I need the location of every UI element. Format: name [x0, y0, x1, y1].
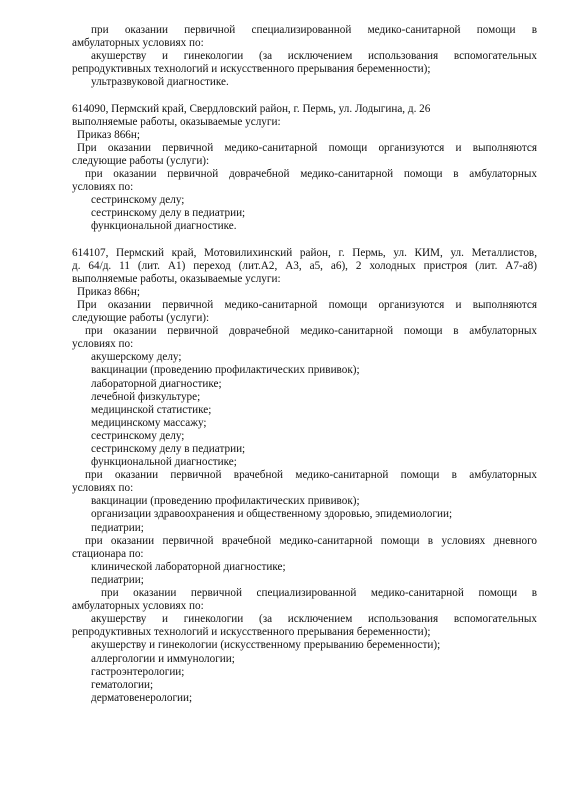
- text-line: акушерству и гинекологии (искусственному прерыванию беременности);: [91, 639, 441, 652]
- text-line: условиях по:: [72, 181, 134, 194]
- text-line: Приказ 866н;: [77, 128, 140, 141]
- text-line: 614090, Пермский край, Свердловский район, г. Пермь, ул. Лодыгина, д. 26: [72, 102, 431, 115]
- text-line: Приказ 866н;: [77, 285, 140, 298]
- text-line: амбулаторных условиях по:: [72, 600, 204, 613]
- text-line: выполняемые работы, оказываемые услуги:: [72, 115, 281, 128]
- text-line: ультразвуковой диагностике.: [91, 76, 229, 89]
- blank-line: [72, 234, 537, 247]
- text-line: организации здравоохранения и общественному здоровью, эпидемиологии;: [91, 508, 453, 521]
- text-line: При оказании первичной медико-санитарной помощи организуются и выполняются: [77, 298, 537, 311]
- text-line: при оказании первичной специализированной медико-санитарной помощи в: [91, 24, 537, 36]
- text-line: вакцинации (проведению профилактических прививок);: [91, 495, 360, 508]
- text-line: вакцинации (проведению профилактических прививок);: [91, 364, 360, 377]
- text-line: функциональной диагностике;: [91, 456, 237, 469]
- text-line: клинической лабораторной диагностике;: [91, 560, 286, 573]
- text-line: гематологии;: [91, 678, 154, 691]
- text-line: при оказании первичной врачебной медико-санитарной помощи в амбулаторных: [85, 469, 537, 482]
- text-line: следующие работы (услуги):: [72, 312, 210, 325]
- text-line: при оказании первичной специализированной медико-санитарной помощи в: [101, 587, 537, 600]
- text-line: при оказании первичной доврачебной медико-санитарной помощи в амбулаторных: [85, 168, 537, 181]
- text-line: выполняемые работы, оказываемые услуги:: [72, 272, 281, 285]
- text-line: стационара по:: [72, 547, 144, 560]
- text-line: сестринскому делу в педиатрии;: [91, 443, 246, 455]
- text-line: при оказании первичной доврачебной медико-санитарной помощи в амбулаторных: [85, 325, 537, 338]
- text-line: При оказании первичной медико-санитарной помощи организуются и выполняются: [77, 141, 537, 154]
- text-line: условиях по:: [72, 482, 134, 495]
- text-line: акушерству и гинекологии (за исключением использования вспомогательных: [91, 613, 537, 626]
- text-line: лабораторной диагностике;: [91, 377, 222, 390]
- text-line: дерматовенерологии;: [91, 691, 193, 704]
- text-line: лечебной физкультуре;: [91, 390, 201, 403]
- text-line: педиатрии;: [91, 521, 144, 534]
- text-line: д. 64/д. 11 (лит. А1) переход (лит.А2, А3, а5, а6), 2 холодных пристроя (лит. А7-а8): [72, 259, 537, 272]
- text-line: условиях по:: [72, 338, 134, 351]
- text-line: функциональной диагностике.: [91, 220, 237, 233]
- text-line: сестринскому делу;: [91, 194, 185, 207]
- text-line: сестринскому делу;: [91, 429, 185, 442]
- text-line: медицинскому массажу;: [91, 416, 207, 429]
- text-line: акушерскому делу;: [91, 351, 182, 364]
- text-line: акушерству и гинекологии (за исключением использования вспомогательных: [91, 50, 537, 63]
- text-line: амбулаторных условиях по:: [72, 37, 204, 50]
- document-body: [72, 24, 537, 705]
- text-line: 614107, Пермский край, Мотовилихинский район, г. Пермь, ул. КИМ, ул. Металлистов,: [72, 246, 537, 259]
- text-line: медицинской статистике;: [91, 403, 212, 416]
- text-line: гастроэнтерологии;: [91, 665, 185, 678]
- text-line: педиатрии;: [91, 573, 144, 586]
- text-line: репродуктивных технологий и искусственного прерывания беременности);: [72, 63, 431, 76]
- blank-line: [72, 89, 537, 102]
- text-line: следующие работы (услуги):: [72, 154, 210, 167]
- text-line: при оказании первичной врачебной медико-санитарной помощи в условиях дневного: [85, 534, 537, 547]
- text-line: сестринскому делу в педиатрии;: [91, 207, 246, 220]
- text-line: репродуктивных технологий и искусственного прерывания беременности);: [72, 626, 431, 639]
- text-line: аллергологии и иммунологии;: [91, 652, 235, 665]
